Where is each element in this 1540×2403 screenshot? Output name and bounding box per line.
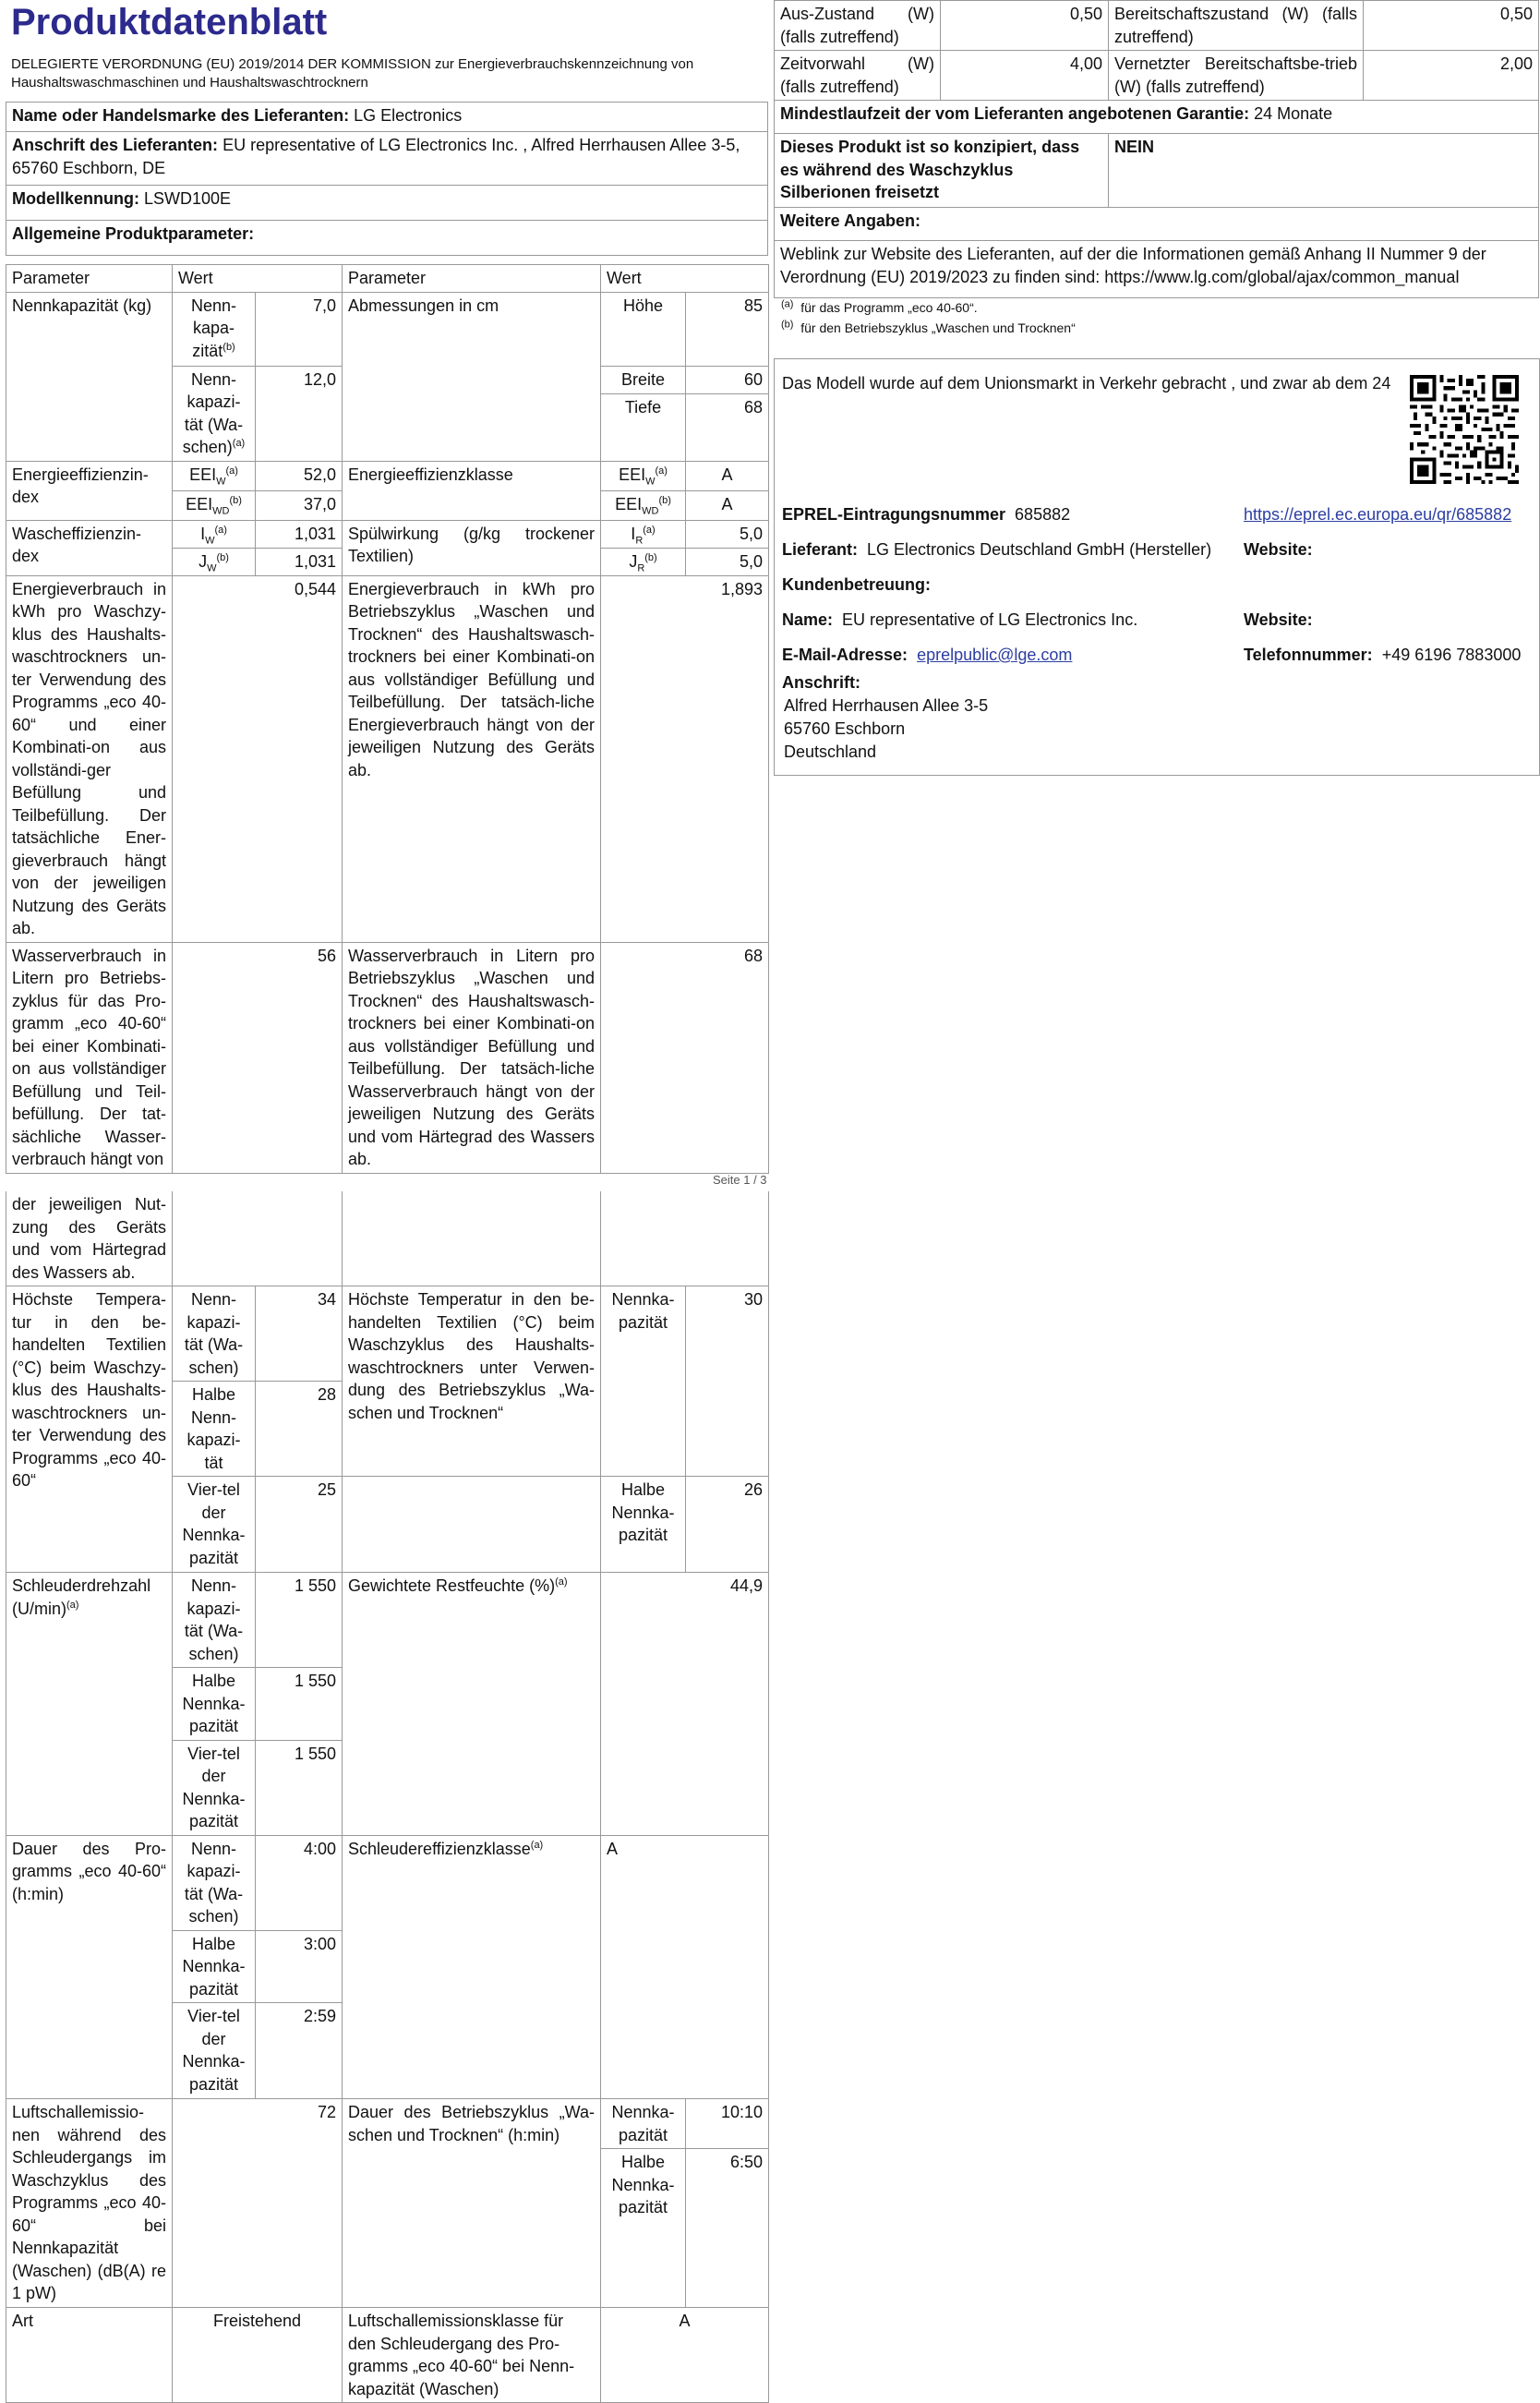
supplier-name-value: LG Electronics [354, 106, 463, 125]
rated-capacity-wash-value: 12,0 [256, 366, 343, 461]
duration-half-sublabel: Halbe Nennka-pazität [173, 1930, 256, 2003]
water-consumption-label-continued: der jeweiligen Nut-zung des Geräts und vom Härtegrad des Wassers ab. [6, 1191, 173, 1286]
general-params-label: Allgemeine Produktparameter: [6, 221, 768, 256]
water-consumption-value: 56 [173, 942, 343, 1173]
eprel-supplier-row [782, 540, 1211, 560]
service-name-row [782, 610, 1137, 630]
wd-duration-rated-value: 10:10 [686, 2099, 769, 2149]
energy-consumption-wd-value: 1,893 [601, 575, 769, 942]
weblink-row [775, 241, 1539, 298]
spin-speed-rated-sublabel: Nenn-kapazi-tät (Wa-schen) [173, 1573, 256, 1668]
model-label: Modellkennung: [12, 189, 139, 208]
energy-class-label: Energieeffizienzklasse [343, 461, 601, 520]
max-temp-wd-half-sublabel: Halbe Nennka-pazität [601, 1477, 686, 1573]
wd-duration-rated-sublabel: Nennka-pazität [601, 2099, 686, 2149]
duration-rated-sublabel: Nenn-kapazi-tät (Wa-schen) [173, 1835, 256, 1930]
depth-label: Tiefe [601, 394, 686, 461]
document-title: Produktdatenblatt [11, 2, 328, 42]
duration-quarter-sublabel: Vier-tel der Nennka-pazität [173, 2003, 256, 2099]
delay-start-value: 4,00 [941, 51, 1109, 101]
duration-quarter-value: 2:59 [256, 2003, 343, 2099]
water-consumption-wd-value-continued [601, 1191, 769, 1286]
max-temp-half-sublabel: Halbe Nenn-kapazi-tät [173, 1382, 256, 1477]
regulation-text: DELEGIERTE VERORDNUNG (EU) 2019/2014 DER KOMMISSION zur Energieverbrauchskennzeichnung von Haushaltswaschmaschinen und Haushaltswaschtrocknern [11, 56, 694, 91]
eei-w-sublabel: $EEI_W^{(a)}$ [173, 461, 256, 490]
max-temp-quarter-sublabel: Vier-tel der Nennka-pazität [173, 1477, 256, 1573]
col-header-param: Parameter [6, 265, 173, 293]
moisture-value: 44,9 [601, 1573, 769, 1836]
phone-row [1244, 646, 1521, 665]
supplier-name-row [6, 103, 768, 132]
market-date-text: Das Modell wurde auf dem Unionsmarkt in Verkehr gebracht , und zwar ab dem 24 [782, 374, 1391, 392]
spin-class-value: A [601, 1835, 769, 2099]
iw-value: 1,031 [256, 520, 343, 548]
water-consumption-wd-label: Wasserverbrauch in Litern pro Betriebszyklus „Waschen und Trocknen“ des Haushaltswasch-trockners bei einer Kombinati-on aus vollständiger Befüllung und Teilbefüllung. Der tatsäch-liche Wasserverbrauch hängt von der jeweiligen Nutzung des Geräts und vom Härtegrad des Wassers ab. [343, 942, 601, 1173]
energy-consumption-value: 0,544 [173, 575, 343, 942]
spin-speed-half-value: 1 550 [256, 1668, 343, 1741]
model-row [6, 186, 768, 221]
col-header-value2: Wert [601, 265, 769, 293]
page-number: Seite 1 / 3 [713, 1173, 767, 1187]
parameter-table-p1 [6, 264, 769, 1174]
eprel-reg-label: EPREL-Eintragungsnummer [782, 505, 1006, 524]
wash-efficiency-label: Wascheffizienzin-dex [6, 520, 173, 575]
power-table [774, 0, 1539, 298]
spin-speed-half-sublabel: Halbe Nennka-pazität [173, 1668, 256, 1741]
energy-class-wd-sublabel: $EEI_{WD}^{(b)}$ [601, 490, 686, 520]
type-label: Art [6, 2308, 173, 2403]
water-consumption-wd-value: 68 [601, 942, 769, 1173]
weblink-url[interactable]: https://www.lg.com/global/ajax/common_manual [1104, 267, 1460, 286]
energy-class-wd-value: A [686, 490, 769, 520]
address-label: Anschrift: [782, 673, 860, 692]
footnote-b: $^{(b)}$ für den Betriebszyklus „Waschen und Trocknen“ [781, 319, 1076, 335]
max-temp-wd-half-value: 26 [686, 1477, 769, 1573]
rinse-label: Spülwirkung (g/kg trockener Textilien) [343, 520, 601, 575]
jw-sublabel: $J_W^{(b)}$ [173, 548, 256, 575]
spin-class-label: Schleudereffizienzklasse$^{(a)}$ [343, 1835, 601, 2099]
height-value: 85 [686, 292, 769, 366]
warranty-value: 24 Monate [1254, 104, 1333, 123]
email-label: E-Mail-Adresse: [782, 646, 908, 664]
service-name-label: Name: [782, 610, 834, 629]
eprel-website-label: Website: [1244, 540, 1313, 559]
max-temp-half-value: 28 [256, 1382, 343, 1477]
spin-speed-label: Schleuderdrehzahl $(U/\min)^{(a)}$ [6, 1573, 173, 1836]
col-header-param2: Parameter [343, 265, 601, 293]
jw-value: 1,031 [256, 548, 343, 575]
spin-speed-quarter-sublabel: Vier-tel der Nennka-pazität [173, 1740, 256, 1835]
noise-value: 72 [173, 2099, 343, 2308]
width-label: Breite [601, 366, 686, 394]
network-standby-value: 2,00 [1364, 51, 1539, 101]
noise-class-label: Luftschallemissionsklasse für den Schleudergang des Pro-gramms „eco 40-60“ bei Nenn-kapazität (Waschen) [343, 2308, 601, 2403]
type-value: Freistehend [173, 2308, 343, 2403]
eprel-supplier-value: LG Electronics Deutschland GmbH (Hersteller) [867, 540, 1212, 559]
footnotes [781, 297, 1076, 338]
energy-consumption-label: Energieverbrauch in kWh pro Waschzy-klus des Haushalts-waschtrockners un-ter Verwendung des Programms „eco 40-60“ und einer Kombinati-on aus vollständi-ger Befüllung und Teilbefüllung. Der tatsächliche Ener-gieverbrauch hängt von der jeweiligen Nutzung des Geräts ab. [6, 575, 173, 942]
energy-class-w-sublabel: $EEI_W^{(a)}$ [601, 461, 686, 490]
max-temp-wd-rated-sublabel: Nennka-pazität [601, 1286, 686, 1477]
noise-label: Luftschallemissio-nen während des Schleudergangs im Waschzyklus des Programms „eco 40-60“ bei Nennkapazität (Waschen) (dB(A) re 1 pW) [6, 2099, 173, 2308]
address-line-1: Alfred Herrhausen Allee 3-5 [784, 696, 989, 715]
customer-service-label: Kundenbetreuung: [782, 575, 931, 594]
moisture-label: Gewichtete Restfeuchte (%)$^{(a)}$ [343, 1573, 601, 1836]
phone-value: +49 6196 7883000 [1381, 646, 1522, 664]
spin-speed-rated-value: 1 550 [256, 1573, 343, 1668]
standby-label: Bereitschaftszustand (W) (falls zutreffend) [1109, 1, 1364, 51]
eei-wd-value: 37,0 [256, 490, 343, 520]
eprel-link[interactable]: https://eprel.ec.europa.eu/qr/685882 [1244, 505, 1512, 524]
duration-rated-value: 4:00 [256, 1835, 343, 1930]
max-temp-rated-sublabel: Nenn-kapazi-tät (Wa-schen) [173, 1286, 256, 1382]
ir-value: 5,0 [686, 520, 769, 548]
supplier-info-table [6, 102, 768, 256]
network-standby-label: Vernetzter Bereitschaftsbe-trieb (W) (falls zutreffend) [1109, 51, 1364, 101]
energy-consumption-wd-label: Energieverbrauch in kWh pro Betriebszyklus „Waschen und Trocknen“ des Haushaltswasch-trockners bei einer Kombinati-on aus vollständiger Befüllung und Teilbefüllung. Der tatsäch-liche Energieverbrauch hängt von der jeweiligen Nutzung des Geräts ab. [343, 575, 601, 942]
energy-class-w-value: A [686, 461, 769, 490]
max-temp-wd-spacer [343, 1477, 601, 1573]
eprel-reg-row [782, 505, 1070, 525]
address-line-2: 65760 Eschborn [784, 719, 906, 738]
standby-value: 0,50 [1364, 1, 1539, 51]
service-website-label: Website: [1244, 610, 1313, 629]
email-link[interactable]: eprelpublic@lge.com [917, 646, 1073, 664]
max-temp-wd-label: Höchste Temperatur in den be-handelten Textilien (°C) beim Waschzyklus des Haushalts-waschtrockners unter Verwen-dung des Betriebszyklus „Wa-schen und Trocknen“ [343, 1286, 601, 1477]
max-temp-quarter-value: 25 [256, 1477, 343, 1573]
water-consumption-label: Wasserverbrauch in Litern pro Betriebs-zyklus für das Pro-gramm „eco 40-60“ bei einer Kombinati-on aus vollständiger Befüllung und Teil-befüllung. Der tat-sächliche Wasser-verbrauch hängt von [6, 942, 173, 1173]
col-header-value: Wert [173, 265, 343, 293]
eei-wd-sublabel: $EEI_{WD}^{(b)}$ [173, 490, 256, 520]
eprel-supplier-label: Lieferant: [782, 540, 859, 559]
wd-duration-half-value: 6:50 [686, 2149, 769, 2308]
duration-half-value: 3:00 [256, 1930, 343, 2003]
supplier-address-row [6, 132, 768, 186]
supplier-name-label: Name oder Handelsmarke des Lieferanten: [12, 106, 350, 125]
phone-label: Telefonnummer: [1244, 646, 1373, 664]
jr-sublabel: $J_R^{(b)}$ [601, 548, 686, 575]
more-info-label: Weitere Angaben: [775, 208, 1539, 241]
wd-duration-half-sublabel: Halbe Nennka-pazität [601, 2149, 686, 2308]
eei-label: Energieeffizienzin-dex [6, 461, 173, 520]
warranty-label: Mindestlaufzeit der vom Lieferanten angebotenen Garantie: [780, 104, 1250, 123]
supplier-address-value: EU representative of LG Electronics Inc. , Alfred Herrhausen Allee 3-5, 65760 Eschborn, DE [12, 136, 740, 177]
noise-class-value: A [601, 2308, 769, 2403]
width-value: 60 [686, 366, 769, 394]
dimensions-label: Abmessungen in cm [343, 292, 601, 461]
off-mode-label: Aus-Zustand (W) (falls zutreffend) [775, 1, 941, 51]
iw-sublabel: $I_W^{(a)}$ [173, 520, 256, 548]
email-row [782, 646, 1072, 665]
duration-label: Dauer des Pro-gramms „eco 40-60“ (h:min) [6, 1835, 173, 2099]
rated-capacity-wd-value: 7,0 [256, 292, 343, 366]
rated-capacity-label: Nennkapazität (kg) [6, 292, 173, 461]
footnote-a: $^{(a)}$ für das Programm „eco 40-60“. [781, 298, 978, 315]
service-name-value: EU representative of LG Electronics Inc. [842, 610, 1138, 629]
delay-start-label: Zeitvorwahl (W) (falls zutreffend) [775, 51, 941, 101]
model-value: LSWD100E [144, 189, 232, 208]
qr-code-icon [1410, 375, 1519, 484]
warranty-row [775, 101, 1539, 134]
spin-speed-quarter-value: 1 550 [256, 1740, 343, 1835]
eei-w-value: 52,0 [256, 461, 343, 490]
rated-capacity-wd-sublabel: Nenn-kapa-zität$^{(b)}$ [173, 292, 256, 366]
wd-duration-label: Dauer des Betriebszyklus „Wa-schen und Trocknen“ (h:min) [343, 2099, 601, 2308]
silver-ions-value: NEIN [1109, 134, 1539, 208]
height-label: Höhe [601, 292, 686, 366]
supplier-address-label: Anschrift des Lieferanten: [12, 136, 219, 154]
address-line-3: Deutschland [784, 743, 877, 761]
ir-sublabel: $I_R^{(a)}$ [601, 520, 686, 548]
max-temp-label: Höchste Tempera-tur in den be-handelten Textilien (°C) beim Waschzy-klus des Haushalts-waschtrockners un-ter Verwendung des Programms „eco 40-60“ [6, 1286, 173, 1573]
parameter-table-p2 [6, 1191, 769, 2403]
weblink-text: Weblink zur Website des Lieferanten, auf der die Informationen gemäß Anhang II Nummer 9 der Verordnung (EU) 2019/2023 zu finden sind: [780, 245, 1486, 286]
silver-ions-label: Dieses Produkt ist so konzipiert, dass es während des Waschzyklus Silberionen freisetzt [775, 134, 1109, 208]
eprel-reg-value: 685882 [1015, 505, 1071, 524]
rated-capacity-wash-sublabel: Nenn-kapazi-tät (Wa-schen)$^{(a)}$ [173, 366, 256, 461]
water-consumption-wd-continued [343, 1191, 601, 1286]
off-mode-value: 0,50 [941, 1, 1109, 51]
max-temp-rated-value: 34 [256, 1286, 343, 1382]
jr-value: 5,0 [686, 548, 769, 575]
depth-value: 68 [686, 394, 769, 461]
water-consumption-value-continued [173, 1191, 343, 1286]
max-temp-wd-rated-value: 30 [686, 1286, 769, 1477]
